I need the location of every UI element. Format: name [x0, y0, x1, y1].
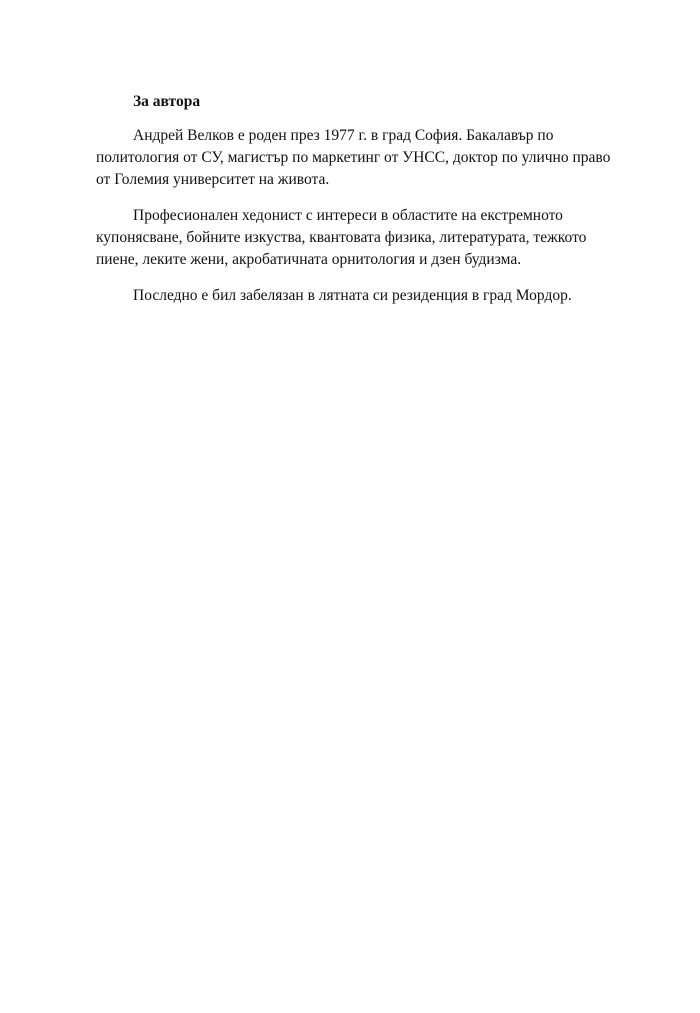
- document-body: [96, 91, 616, 321]
- section-heading: За автора: [133, 93, 201, 110]
- paragraph-biography: Андрей Велков е роден през 1977 г. в град София. Бакалавър по политология от СУ, магистър по маркетинг от УНСС, доктор по улично право от Големия университет на живота.: [96, 127, 611, 188]
- paragraph-last-seen: Последно е бил забелязан в лятната си резиденция в град Мордор.: [133, 287, 572, 304]
- paragraph-interests: Професионален хедонист с интереси в областите на екстремното купонясване, бойните изкуства, квантовата физика, литературата, тежкото пиене, леките жени, акробатичната орнитология и дзен будизма.: [96, 207, 587, 268]
